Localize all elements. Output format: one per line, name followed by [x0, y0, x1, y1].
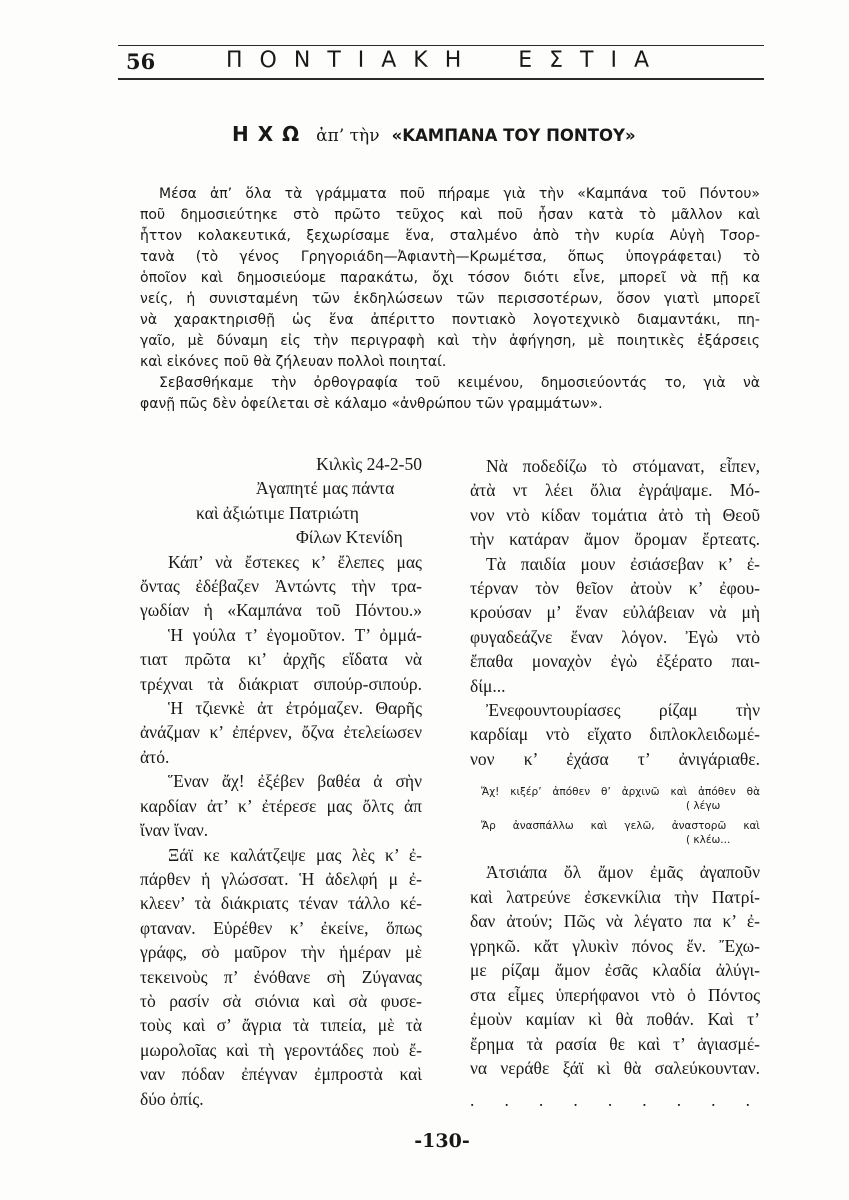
letter-line: γράφς, σὸ μαῦρον τὴν ἡμέραν μὲ — [140, 942, 422, 963]
letter-line: φταναν. Εὑρέθεν κ’ ἐκείνε, ὅπως — [140, 917, 422, 938]
letter-line: καρδίαν ἀτ’ κ’ ἐτέρεσε μας ὄλτς ἀπ — [140, 795, 422, 816]
letter-line: τοὺς καὶ σ’ ἄγρια τὰ τιπεία, μὲ τὰ — [140, 1015, 422, 1036]
letter-line: τὸ ρασίν σὰ σιόνια καὶ σὰ φυσε- — [140, 990, 422, 1011]
letter-line: κρούσαν μ’ ἕναν εὐλάβειαν νὰ μὴ — [470, 602, 760, 623]
header-rule-top — [118, 45, 764, 46]
letter-line: ναν πόδαν ἐπέγναν ἐμπροστὰ καὶ — [140, 1064, 422, 1085]
letter-line: Ἐνεφουντουρίασες ρίζαμ τὴν — [486, 700, 760, 721]
letter-right-column — [470, 454, 760, 771]
letter-line: μωρολοῖας καὶ τὴ γεροντάδες ποὺ ἔ- — [140, 1039, 422, 1060]
letter-line: ἀτὰ ντ λέει ὄλια ἐγράψαμε. Μό- — [470, 480, 760, 501]
letter-line: ἀτό. — [140, 746, 170, 767]
intro-line: φανῇ πῶς δὲν ὀφείλεται σὲ κάλαμο «ἀνθρώπου τῶν γραμμάτων». — [140, 396, 603, 412]
intro-line: τανὰ (τὸ γένος Γρηγοριάδη—Ἀφιαντὴ—Κρωμέτσα, ὅπως ὑπογράφεται) τὸ — [140, 249, 760, 265]
letter-line: τρέχναι τὰ διάκριατ σιπούρ-σιπούρ. — [140, 673, 422, 694]
letter-line: να νεράθε ξάϊ κὶ θὰ σαλεύκουνταν. — [470, 1058, 760, 1078]
salutation-line: Ἀγαπητέ μας πάντα — [256, 478, 395, 499]
letter-line: νον κ’ ἐχάσα τ’ ἀνιγάριαθε. — [470, 748, 760, 769]
letter-line: δίμ... — [470, 675, 506, 696]
letter-line: γωδίαν ἡ «Καμπάνα τοῦ Πόντου.» — [140, 600, 422, 621]
article-title-source: «ΚΑΜΠΑΝΑ ΤΟΥ ΠΟΝΤΟΥ» — [391, 126, 636, 145]
letter-line: Ἡ τζιενκὲ ἀτ ἐτρόμαζεν. Θαρῆς — [168, 698, 422, 719]
intro-line: ὁποῖον καὶ δημοσιεύομε παρακάτω, ὄχι τόσον διότι εἶνε, μπορεῖ νὰ πῇ κα — [140, 270, 760, 286]
letter-line: φυγαδεάζνε ἕναν λόγον. Ἐγὼ ντὸ — [470, 626, 760, 647]
letter-line: γρηκῶ. κἄτ γλυκὶν πόνος ἔν. Ἔχω- — [470, 935, 760, 956]
letter-line: ἀνάζμαν κ’ ἐπέρνεν, ὄζνα ἐτελείωσεν — [140, 722, 422, 743]
letter-line: Ξάϊ κε καλάτζεψε μας λὲς κ’ ἐ- — [168, 844, 422, 865]
header-page-number: 56 — [126, 49, 156, 74]
letter-line: με ρίζαμ ἄμον ἐσᾶς κλαδία ἀλύγι- — [470, 960, 760, 980]
letter-line: ἐμοὺν καμίαν κὶ θὰ ποθάν. Καὶ τ’ — [470, 1009, 760, 1029]
intro-line: νὰ χαρακτηρισθῇ ὡς ἕνα ἀπέριττο ποντιακὸ λογοτεχνικὸ διαμαντάκι, πη- — [140, 312, 760, 328]
letter-line: νον ντὸ κίδαν τομάτια ἀτὸ τὴ Θεοῦ — [470, 504, 760, 525]
letter-line: ἔρημα τὰ ρασία θε καὶ τ’ ἁγιασμέ- — [470, 1033, 760, 1054]
verse-line-continuation: ( λέγω — [686, 800, 721, 812]
letter-right-column-closing — [470, 860, 760, 1112]
letter-line: τιατ πρῶτα κι’ ἀρχῆς εἴδατα νὰ — [140, 649, 422, 670]
letter-line: Ἕναν ἄχ! ἐξέβεν βαθέα ἀ σὴν — [168, 771, 422, 792]
intro-line: καὶ εἰκόνες ποῦ θὰ ζήλευαν πολλοὶ ποιηταί. — [140, 354, 447, 370]
quoted-verse — [470, 785, 760, 847]
letter-line: τέρναν τὸν θεῖον ἀτοὺν κ’ ἐφου- — [470, 578, 760, 599]
letter-line: πάρθεν ἡ γλώσσατ. Ἡ ἀδελφή μ ἐ- — [140, 868, 422, 889]
verse-line: Ἄρ ἀνασπάλλω καὶ γελῶ, ἀναστορῶ καὶ — [481, 820, 760, 832]
article-title — [232, 121, 636, 150]
verse-line-continuation: ( κλέω... — [686, 834, 731, 846]
letter-line: καὶ λατρεύνε ἐσκενκίλια τὴν Πατρί- — [470, 886, 760, 907]
letter-line: Κάπ’ νὰ ἔστεκες κ’ ἔλεπες μας — [168, 551, 422, 572]
letter-left-column — [140, 452, 422, 1111]
letter-line: Νὰ ποδεδίζω τὸ στόμανατ, εἶπεν, — [486, 456, 760, 476]
intro-line: Μέσα ἀπ’ ὅλα τὰ γράμματα ποῦ πήραμε γιὰ τὴν «Καμπάνα τοῦ Πόντου» — [159, 186, 760, 202]
letter-line: στα εἶμες ὑπερήφανοι ντὸ ὁ Πόντος — [470, 984, 760, 1005]
intro-paragraph — [140, 184, 760, 415]
letter-line: τεκεινοὺς π’ ἐνόθανε σὴ Ζύγανας — [140, 966, 422, 987]
letter-line: τὴν κατάραν ἄμον ὄρομαν ἔρτεατς. — [470, 529, 760, 550]
salutation-line: καὶ ἀξιώτιμε Πατριώτη — [196, 502, 359, 523]
journal-title: ΠΟΝΤΙΑΚΗ ΕΣΤΙΑ — [226, 48, 667, 73]
intro-line: ἧττον κολακευτικά, ξεχωρίσαμε ἕνα, σταλμένο ἀπὸ τὴν κυρία Αὐγὴ Τσορ- — [140, 228, 760, 244]
header-rule-bottom — [118, 78, 764, 80]
letter-place-date: Κιλκὶς 24-2-50 — [316, 454, 422, 474]
salutation-recipient: Φίλων Κτενίδη — [296, 527, 403, 548]
letter-line: κλεεν’ τὰ διάκριατς τέναν τάλλο κέ- — [140, 893, 422, 914]
intro-line: Σεβασθήκαμε τὴν ὀρθογραφία τοῦ κειμένου, δημοσιεύοντάς το, γιὰ νὰ — [159, 375, 760, 391]
letter-line: ἴναν ἴναν. — [140, 820, 209, 841]
article-title-word: ΗΧΩ — [232, 122, 309, 146]
letter-line: καρδίαμ ντὸ εἴχατο διπλοκλειδωμέ- — [470, 724, 760, 745]
letter-line: δύο ὀπίς. — [140, 1088, 204, 1109]
intro-line: γαῖο, μὲ δύναμη εἰς τὴν περιγραφὴ καὶ τὴν ἀφήγηση, μὲ ποιητικὲς ἐξάρσεις — [140, 333, 760, 349]
intro-line: ποῦ δημοσιεύτηκε στὸ πρῶτο τεῦχος καὶ ποῦ ἦσαν κατὰ τὸ μᾶλλον καὶ — [140, 207, 760, 223]
omission-dots: . . . . . . . . . — [470, 1089, 750, 1110]
intro-line: νείς, ἡ συνισταμένη τῶν ἐκδηλώσεων τῶν περισσοτέρων, ὅσον γιατὶ μπορεῖ — [140, 291, 760, 307]
letter-line: δαν ἀτούν; Πῶς νὰ λέγατο πα κ’ ἐ- — [470, 911, 760, 931]
footer-page-number: -130- — [414, 1130, 470, 1152]
letter-line: Ἀτσιάπα ὄλ ἄμον ἐμᾶς ἀγαποῦν — [486, 862, 760, 882]
article-title-preposition: ἀπ’ τὴν — [316, 126, 380, 146]
letter-line: Ἡ γούλα τ’ ἐγομοῦτον. Τ’ ὀμμά- — [168, 624, 422, 645]
letter-line: ὄντας ἐδέβαζεν Ἀντώντς τὴν τρα- — [140, 576, 422, 597]
letter-line: Τὰ παιδία μουν ἐσιάσεβαν κ’ ἐ- — [486, 553, 760, 574]
letter-line: ἔπαθα μοναχὸν ἐγὼ ἐξέρατο παι- — [470, 651, 760, 672]
verse-line: Ἄχ! κιξέρ’ ἀπόθεν θ’ ἀρχινῶ καὶ ἀπόθεν θὰ — [481, 786, 760, 798]
